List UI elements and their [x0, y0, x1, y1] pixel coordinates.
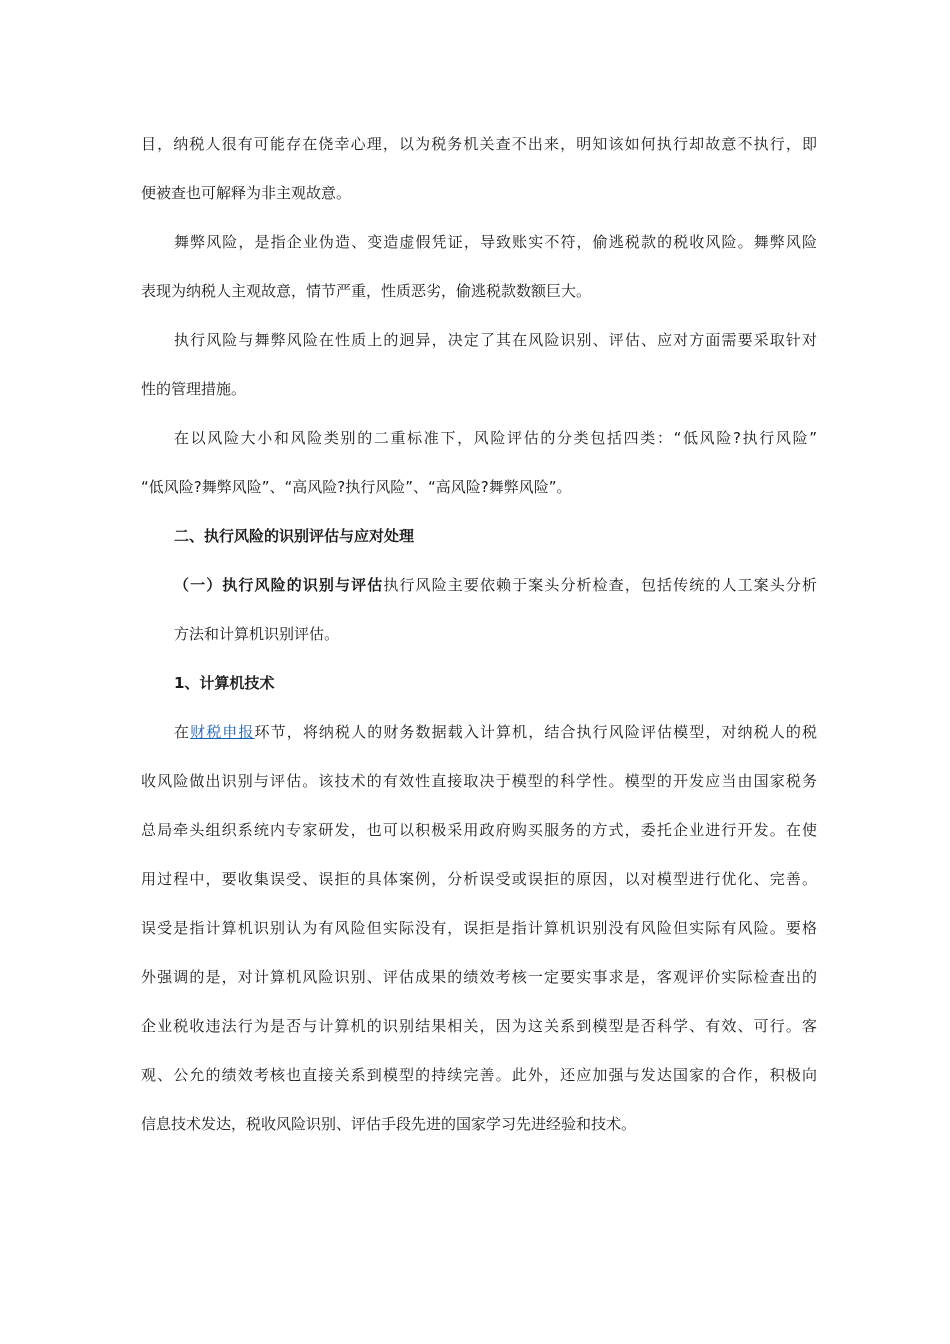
paragraph-line: 目，纳税人很有可能存在侥幸心理，以为税务机关查不出来，明知该如何执行却故意不执行，即	[141, 135, 817, 153]
paragraph-line: 企业税收违法行为是否与计算机的识别结果相关，因为这关系到模型是否科学、有效、可行。客	[141, 1017, 817, 1035]
paragraph-line	[141, 570, 817, 619]
paragraph-line: 性的管理措施。	[141, 380, 247, 398]
paragraph-line: 观、公允的绩效考核也直接关系到模型的持续完善。此外，还应加强与发达国家的合作，积极向	[141, 1066, 817, 1084]
paragraph-line: 信息技术发达，税收风险识别、评估手段先进的国家学习先进经验和技术。	[141, 1115, 637, 1133]
paragraph-text: 环节，将纳税人的财务数据载入计算机，结合执行风险评估模型，对纳税人的税	[254, 723, 817, 741]
subsection-heading: 1、计算机技术	[174, 674, 275, 692]
paragraph-line	[141, 717, 817, 766]
paragraph-line: 方法和计算机识别评估。	[174, 625, 340, 643]
paragraph-line: 在以风险大小和风险类别的二重标准下，风险评估的分类包括四类：“低风险?执行风险”	[174, 429, 817, 447]
paragraph-line: 用过程中，要收集误受、误拒的具体案例，分析误受或误拒的原因，以对模型进行优化、完善。	[141, 870, 817, 888]
section-heading: 二、执行风险的识别评估与应对处理	[174, 527, 415, 545]
paragraph-text: 在	[174, 723, 191, 741]
paragraph-line: 误受是指计算机识别认为有风险但实际没有，误拒是指计算机识别没有风险但实际有风险。要格	[141, 919, 817, 937]
paragraph-line: 舞弊风险，是指企业伪造、变造虚假凭证，导致账实不符，偷逃税款的税收风险。舞弊风险	[174, 233, 817, 251]
paragraph-line: 便被查也可解释为非主观故意。	[141, 184, 352, 202]
paragraph-line: 执行风险与舞弊风险在性质上的迥异，决定了其在风险识别、评估、应对方面需要采取针对	[174, 331, 817, 349]
paragraph-line: 表现为纳税人主观故意，情节严重，性质恶劣，偷逃税款数额巨大。	[141, 282, 592, 300]
paragraph-text: 执行风险主要依赖于案头分析检查，包括传统的人工案头分析	[383, 576, 817, 594]
paragraph-line: 收风险做出识别与评估。该技术的有效性直接取决于模型的科学性。模型的开发应当由国家税务	[141, 772, 817, 790]
paragraph-line: “低风险?舞弊风险”、“高风险?执行风险”、“高风险?舞弊风险”。	[141, 478, 572, 496]
subsection-heading: （一）执行风险的识别与评估	[174, 576, 384, 594]
paragraph-line: 外强调的是，对计算机风险识别、评估成果的绩效考核一定要实事求是，客观评价实际检查出的	[141, 968, 817, 986]
tax-declaration-link[interactable]: 财税申报	[190, 723, 255, 741]
paragraph-line: 总局牵头组织系统内专家研发，也可以积极采用政府购买服务的方式，委托企业进行开发。在使	[141, 821, 817, 839]
document-body	[141, 129, 817, 1158]
